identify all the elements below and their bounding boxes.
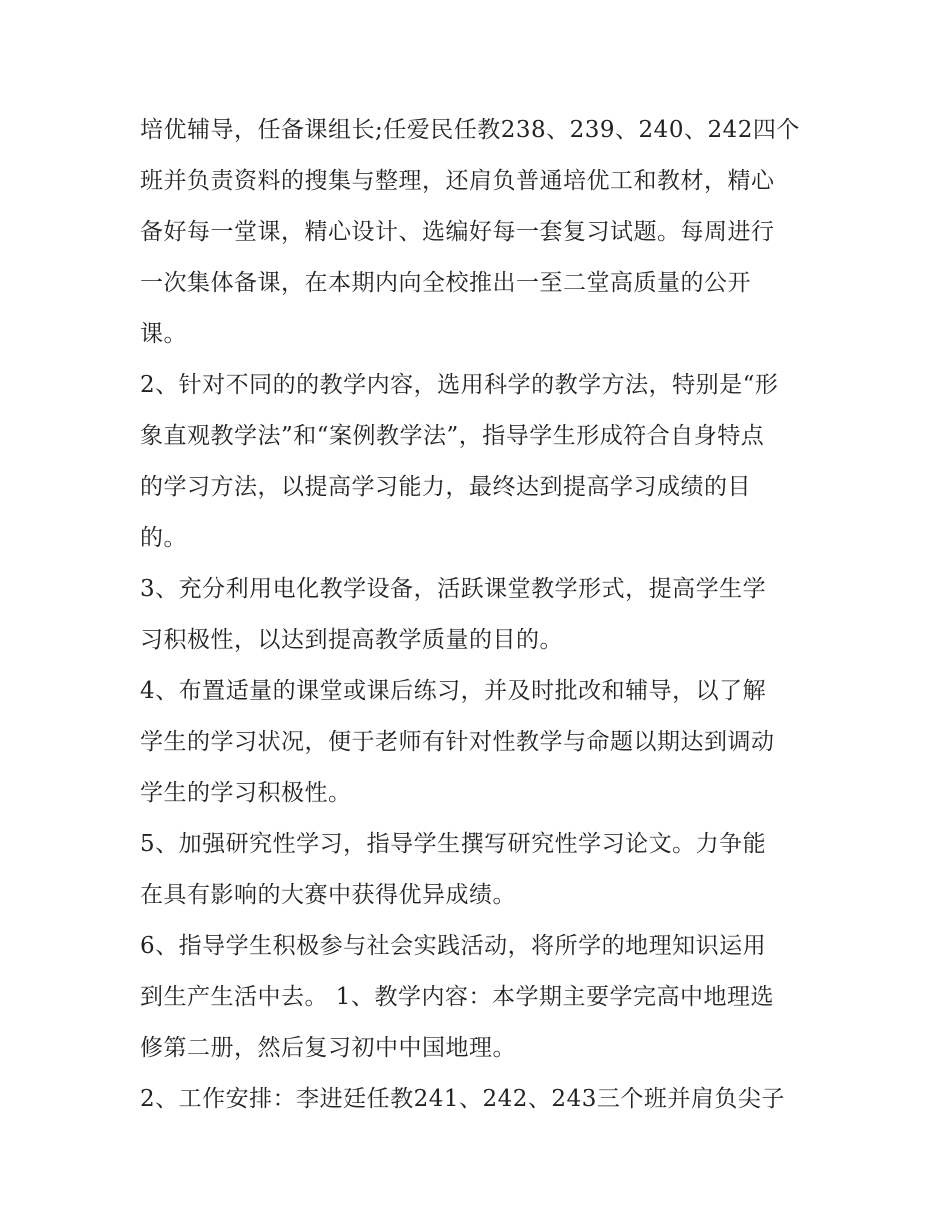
text-line: 3、充分利用电化教学设备，活跃课堂教学形式，提高学生学 [140,576,767,602]
text-line: 学生的学习积极性。 [140,780,352,806]
text-line: 2、工作安排：李进廷任教241、242、243三个班并肩负尖子 [140,1086,785,1112]
text-line: 的学习方法，以提高学习能力，最终达到提高学习成绩的目 [140,474,751,500]
text-line: 培优辅导，任备课组长;任爱民任教238、239、240、242四个 [140,117,800,143]
text-line: 备好每一堂课，精心设计、选编好每一套复习试题。每周进行 [140,219,775,245]
text-line: 习积极性，以达到提高教学质量的目的。 [140,627,563,653]
body-text [140,109,830,1129]
text-line: 6、指导学生积极参与社会实践活动，将所学的地理知识运用 [140,933,767,959]
text-line: 2、针对不同的的教学内容，选用科学的教学方法，特别是“形 [140,372,779,398]
text-line: 一次集体备课，在本期内向全校推出一至二堂高质量的公开 [140,270,751,296]
text-line: 4、布置适量的课堂或课后练习，并及时批改和辅导，以了解 [140,678,767,704]
text-line: 学生的学习状况，便于老师有针对性教学与命题以期达到调动 [140,729,775,755]
text-line: 5、加强研究性学习，指导学生撰写研究性学习论文。力争能 [140,831,767,857]
text-line: 象直观教学法”和“案例教学法”，指导学生形成符合自身特点 [140,423,765,449]
text-line: 班并负责资料的搜集与整理，还肩负普通培优工和教材，精心 [140,168,775,194]
text-line: 在具有影响的大赛中获得优异成绩。 [140,882,516,908]
text-line: 到生产生活中去。 1、教学内容：本学期主要学完高中地理选 [140,984,774,1010]
text-line: 课。 [140,321,187,347]
text-line: 的。 [140,525,187,551]
text-line: 修第二册，然后复习初中中国地理。 [140,1035,516,1061]
